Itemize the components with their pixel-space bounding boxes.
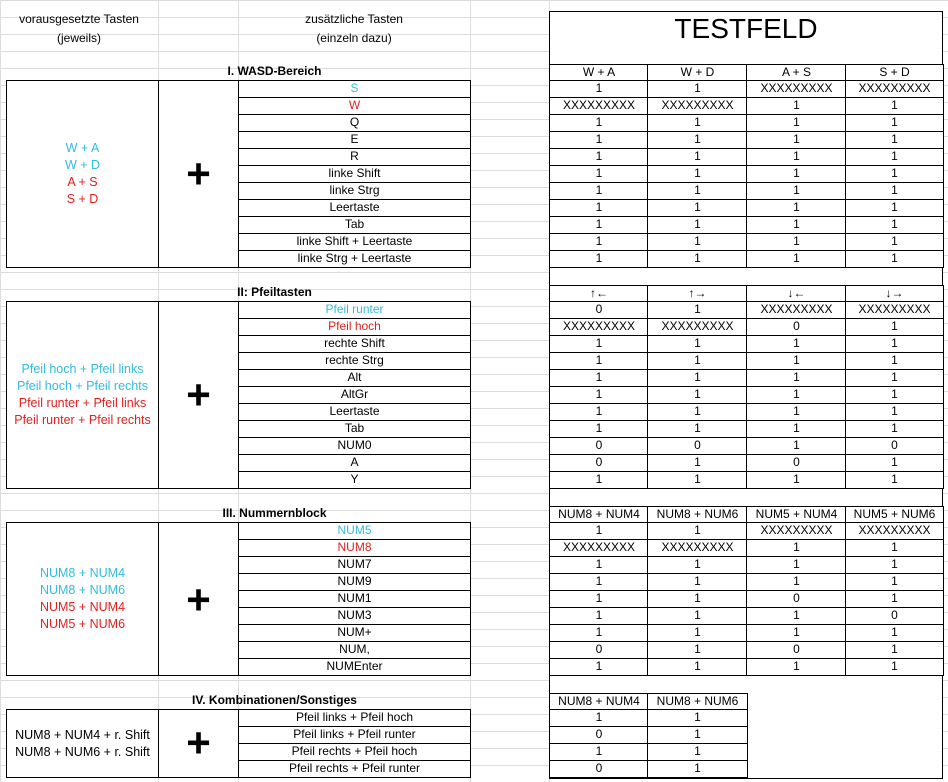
result-cell: 1 [845,539,944,557]
result-cell: 1 [746,233,847,251]
result-cell: 1 [845,590,944,608]
result-cell: 1 [746,148,847,166]
result-cell: 1 [647,709,748,727]
plus-symbol: + [186,576,211,623]
result-cell: 1 [845,250,944,268]
result-cell: 1 [845,131,944,149]
key-cell: Pfeil links + Pfeil hoch [238,709,471,727]
result-cell: 0 [746,454,847,472]
result-cell: 1 [647,743,748,761]
key-cell: NUM9 [238,573,471,591]
key-cell: A [238,454,471,472]
result-cell: 1 [647,454,748,472]
result-cell: 1 [549,114,649,132]
plus-symbol: + [186,719,211,766]
section-title: III. Nummernblock [222,506,327,520]
result-cell: 1 [549,624,649,642]
result-cell: 1 [845,335,944,353]
result-cell: 1 [647,182,748,200]
result-cell: XXXXXXXXX [647,97,748,115]
result-cell: 1 [647,352,748,370]
key-cell: linke Shift + Leertaste [238,233,471,251]
result-cell: 1 [746,250,847,268]
result-cell: 1 [647,522,748,540]
result-cell: 1 [845,148,944,166]
result-cell: 1 [845,454,944,472]
result-cell: 1 [746,471,847,489]
result-cell: XXXXXXXXX [845,301,944,319]
result-cell: 1 [549,148,649,166]
result-cell: 1 [746,369,847,387]
result-cell: 1 [845,624,944,642]
key-cell: NUM7 [238,556,471,574]
result-cell: 1 [549,420,649,438]
test-column-header: A + S [746,64,847,82]
result-cell: 1 [647,80,748,98]
result-cell: 1 [549,607,649,625]
result-cell: 1 [746,624,847,642]
result-cell: 0 [549,726,649,744]
result-cell: 1 [746,97,847,115]
key-cell: NUM+ [238,624,471,642]
result-cell: 1 [746,403,847,421]
result-cell: 1 [845,182,944,200]
result-cell: 1 [549,233,649,251]
prereq-item: Pfeil hoch + Pfeil rechts [17,379,148,393]
result-cell: 1 [845,369,944,387]
prereq-item: Pfeil hoch + Pfeil links [21,362,144,376]
result-cell: XXXXXXXXX [845,80,944,98]
result-cell: 1 [845,556,944,574]
result-cell: 1 [647,641,748,659]
key-cell: S [238,80,471,98]
result-cell: 1 [746,335,847,353]
result-cell: 1 [845,352,944,370]
plus-symbol: + [186,371,211,418]
result-cell: 1 [549,199,649,217]
key-cell: Tab [238,216,471,234]
result-cell: 1 [647,233,748,251]
result-cell: 1 [647,556,748,574]
key-cell: Pfeil rechts + Pfeil hoch [238,743,471,761]
key-cell: NUM3 [238,607,471,625]
result-cell: 0 [647,437,748,455]
result-cell: XXXXXXXXX [746,80,847,98]
key-cell: linke Strg [238,182,471,200]
key-cell: rechte Strg [238,352,471,370]
result-cell: 1 [746,216,847,234]
prereq-item: W + A [65,141,100,155]
result-cell: 0 [845,437,944,455]
result-cell: 1 [647,573,748,591]
result-cell: 1 [647,216,748,234]
key-cell: E [238,131,471,149]
result-cell: XXXXXXXXX [647,318,748,336]
result-cell: 0 [549,641,649,659]
prereq-item: NUM5 + NUM6 [39,617,126,631]
key-cell: linke Shift [238,165,471,183]
result-cell: 1 [549,573,649,591]
result-cell: 1 [647,369,748,387]
result-cell: 1 [746,556,847,574]
key-cell: Pfeil runter [238,301,471,319]
prereq-item: W + D [64,158,101,172]
result-cell: 1 [746,199,847,217]
result-cell: 1 [647,199,748,217]
result-cell: 1 [647,148,748,166]
prereq-item: NUM8 + NUM6 [39,583,126,597]
result-cell: 1 [647,471,748,489]
result-cell: 1 [746,539,847,557]
test-column-header: ↑← [549,285,649,303]
test-column-header: ↓→ [845,285,944,303]
key-cell: NUM5 [238,522,471,540]
test-column-header: NUM5 + NUM4 [746,506,847,524]
result-cell: 1 [647,420,748,438]
plus-symbol: + [186,150,211,197]
result-cell: 0 [549,437,649,455]
key-cell: NUM0 [238,437,471,455]
result-cell: 1 [845,216,944,234]
key-cell: W [238,97,471,115]
result-cell: 1 [746,165,847,183]
result-cell: 1 [549,386,649,404]
result-cell: 1 [845,573,944,591]
key-cell: NUM1 [238,590,471,608]
result-cell: 1 [845,97,944,115]
result-cell: 1 [746,182,847,200]
prereq-item: Pfeil runter + Pfeil rechts [14,413,151,427]
key-cell: NUM8 [238,539,471,557]
prereq-item: NUM5 + NUM4 [39,600,126,614]
result-cell: 1 [549,471,649,489]
result-cell: XXXXXXXXX [845,522,944,540]
key-cell: linke Strg + Leertaste [238,250,471,268]
prereq-item: NUM8 + NUM4 [39,566,126,580]
key-cell: Pfeil links + Pfeil runter [238,726,471,744]
result-cell: 1 [647,607,748,625]
result-cell: 1 [549,658,649,676]
result-cell: 1 [549,403,649,421]
result-cell: 1 [647,165,748,183]
result-cell: 1 [549,131,649,149]
result-cell: 1 [746,131,847,149]
result-cell: 1 [845,386,944,404]
result-cell: 0 [845,607,944,625]
result-cell: 1 [845,165,944,183]
test-column-header: W + D [647,64,748,82]
result-cell: 1 [746,658,847,676]
result-cell: 1 [647,114,748,132]
result-cell: 1 [845,114,944,132]
header-additional-line1: zusätzliche Tasten [305,12,403,26]
result-cell: 1 [746,437,847,455]
key-cell: AltGr [238,386,471,404]
testfeld-title: TESTFELD [674,13,818,44]
result-cell: 1 [845,420,944,438]
result-cell: 1 [746,607,847,625]
prereq-item: A + S [67,175,98,189]
result-cell: XXXXXXXXX [549,539,649,557]
result-cell: 1 [845,471,944,489]
result-cell: 1 [845,318,944,336]
result-cell: 0 [549,301,649,319]
key-cell: Pfeil rechts + Pfeil runter [238,760,471,778]
result-cell: 1 [549,250,649,268]
key-cell: NUMEnter [238,658,471,676]
header-prereq-line2: (jeweils) [56,31,101,45]
result-cell: 1 [647,335,748,353]
result-cell: 1 [647,131,748,149]
result-cell: 1 [845,641,944,659]
key-cell: Y [238,471,471,489]
section-title: IV. Kombinationen/Sonstiges [192,693,357,707]
result-cell: 1 [647,250,748,268]
result-cell: 1 [549,182,649,200]
result-cell: 1 [647,301,748,319]
result-cell: XXXXXXXXX [549,97,649,115]
result-cell: 1 [647,624,748,642]
test-column-header: NUM8 + NUM4 [549,506,649,524]
key-cell: Tab [238,420,471,438]
key-cell: NUM, [238,641,471,659]
result-cell: 1 [746,386,847,404]
result-cell: 1 [549,165,649,183]
prereq-item: NUM8 + NUM4 + r. Shift [15,727,150,742]
result-cell: 1 [746,420,847,438]
result-cell: 0 [549,760,649,778]
result-cell: 1 [549,709,649,727]
prereq-item: S + D [66,192,99,206]
result-cell: XXXXXXXXX [746,301,847,319]
key-cell: R [238,148,471,166]
result-cell: 1 [845,658,944,676]
key-cell: Leertaste [238,403,471,421]
result-cell: 1 [549,216,649,234]
result-cell: 1 [549,590,649,608]
section-title: II: Pfeiltasten [237,285,312,299]
result-cell: 1 [845,233,944,251]
section-title: I. WASD-Bereich [227,64,322,78]
test-column-header: NUM8 + NUM4 [549,693,649,711]
test-column-header: NUM5 + NUM6 [845,506,944,524]
test-column-header: S + D [845,64,944,82]
result-cell: XXXXXXXXX [549,318,649,336]
result-cell: 1 [549,556,649,574]
test-column-header: NUM8 + NUM6 [647,693,748,711]
test-column-header: W + A [549,64,649,82]
result-cell: 1 [647,386,748,404]
result-cell: 1 [549,352,649,370]
key-cell: rechte Shift [238,335,471,353]
result-cell: 1 [647,403,748,421]
result-cell: 1 [549,743,649,761]
test-column-header: NUM8 + NUM6 [647,506,748,524]
key-cell: Leertaste [238,199,471,217]
result-cell: 1 [746,114,847,132]
result-cell: 1 [647,658,748,676]
result-cell: 1 [549,80,649,98]
result-cell: 1 [647,726,748,744]
result-cell: XXXXXXXXX [647,539,748,557]
result-cell: 0 [549,454,649,472]
test-column-header: ↓← [746,285,847,303]
key-cell: Alt [238,369,471,387]
result-cell: 1 [845,199,944,217]
result-cell: 1 [549,335,649,353]
prereq-item: Pfeil runter + Pfeil links [18,396,147,410]
key-cell: Pfeil hoch [238,318,471,336]
result-cell: 0 [746,590,847,608]
result-cell: 0 [746,318,847,336]
result-cell: 1 [647,590,748,608]
result-cell: 1 [549,522,649,540]
result-cell: XXXXXXXXX [746,522,847,540]
key-cell: Q [238,114,471,132]
result-cell: 1 [845,403,944,421]
result-cell: 1 [746,352,847,370]
test-column-header: ↑→ [647,285,748,303]
result-cell: 1 [549,369,649,387]
result-cell: 1 [647,760,748,778]
result-cell: 1 [746,573,847,591]
header-additional-line2: (einzeln dazu) [316,31,392,45]
header-prereq-line1: vorausgesetzte Tasten [19,12,139,26]
prereq-item: NUM8 + NUM6 + r. Shift [15,744,150,759]
result-cell: 0 [746,641,847,659]
